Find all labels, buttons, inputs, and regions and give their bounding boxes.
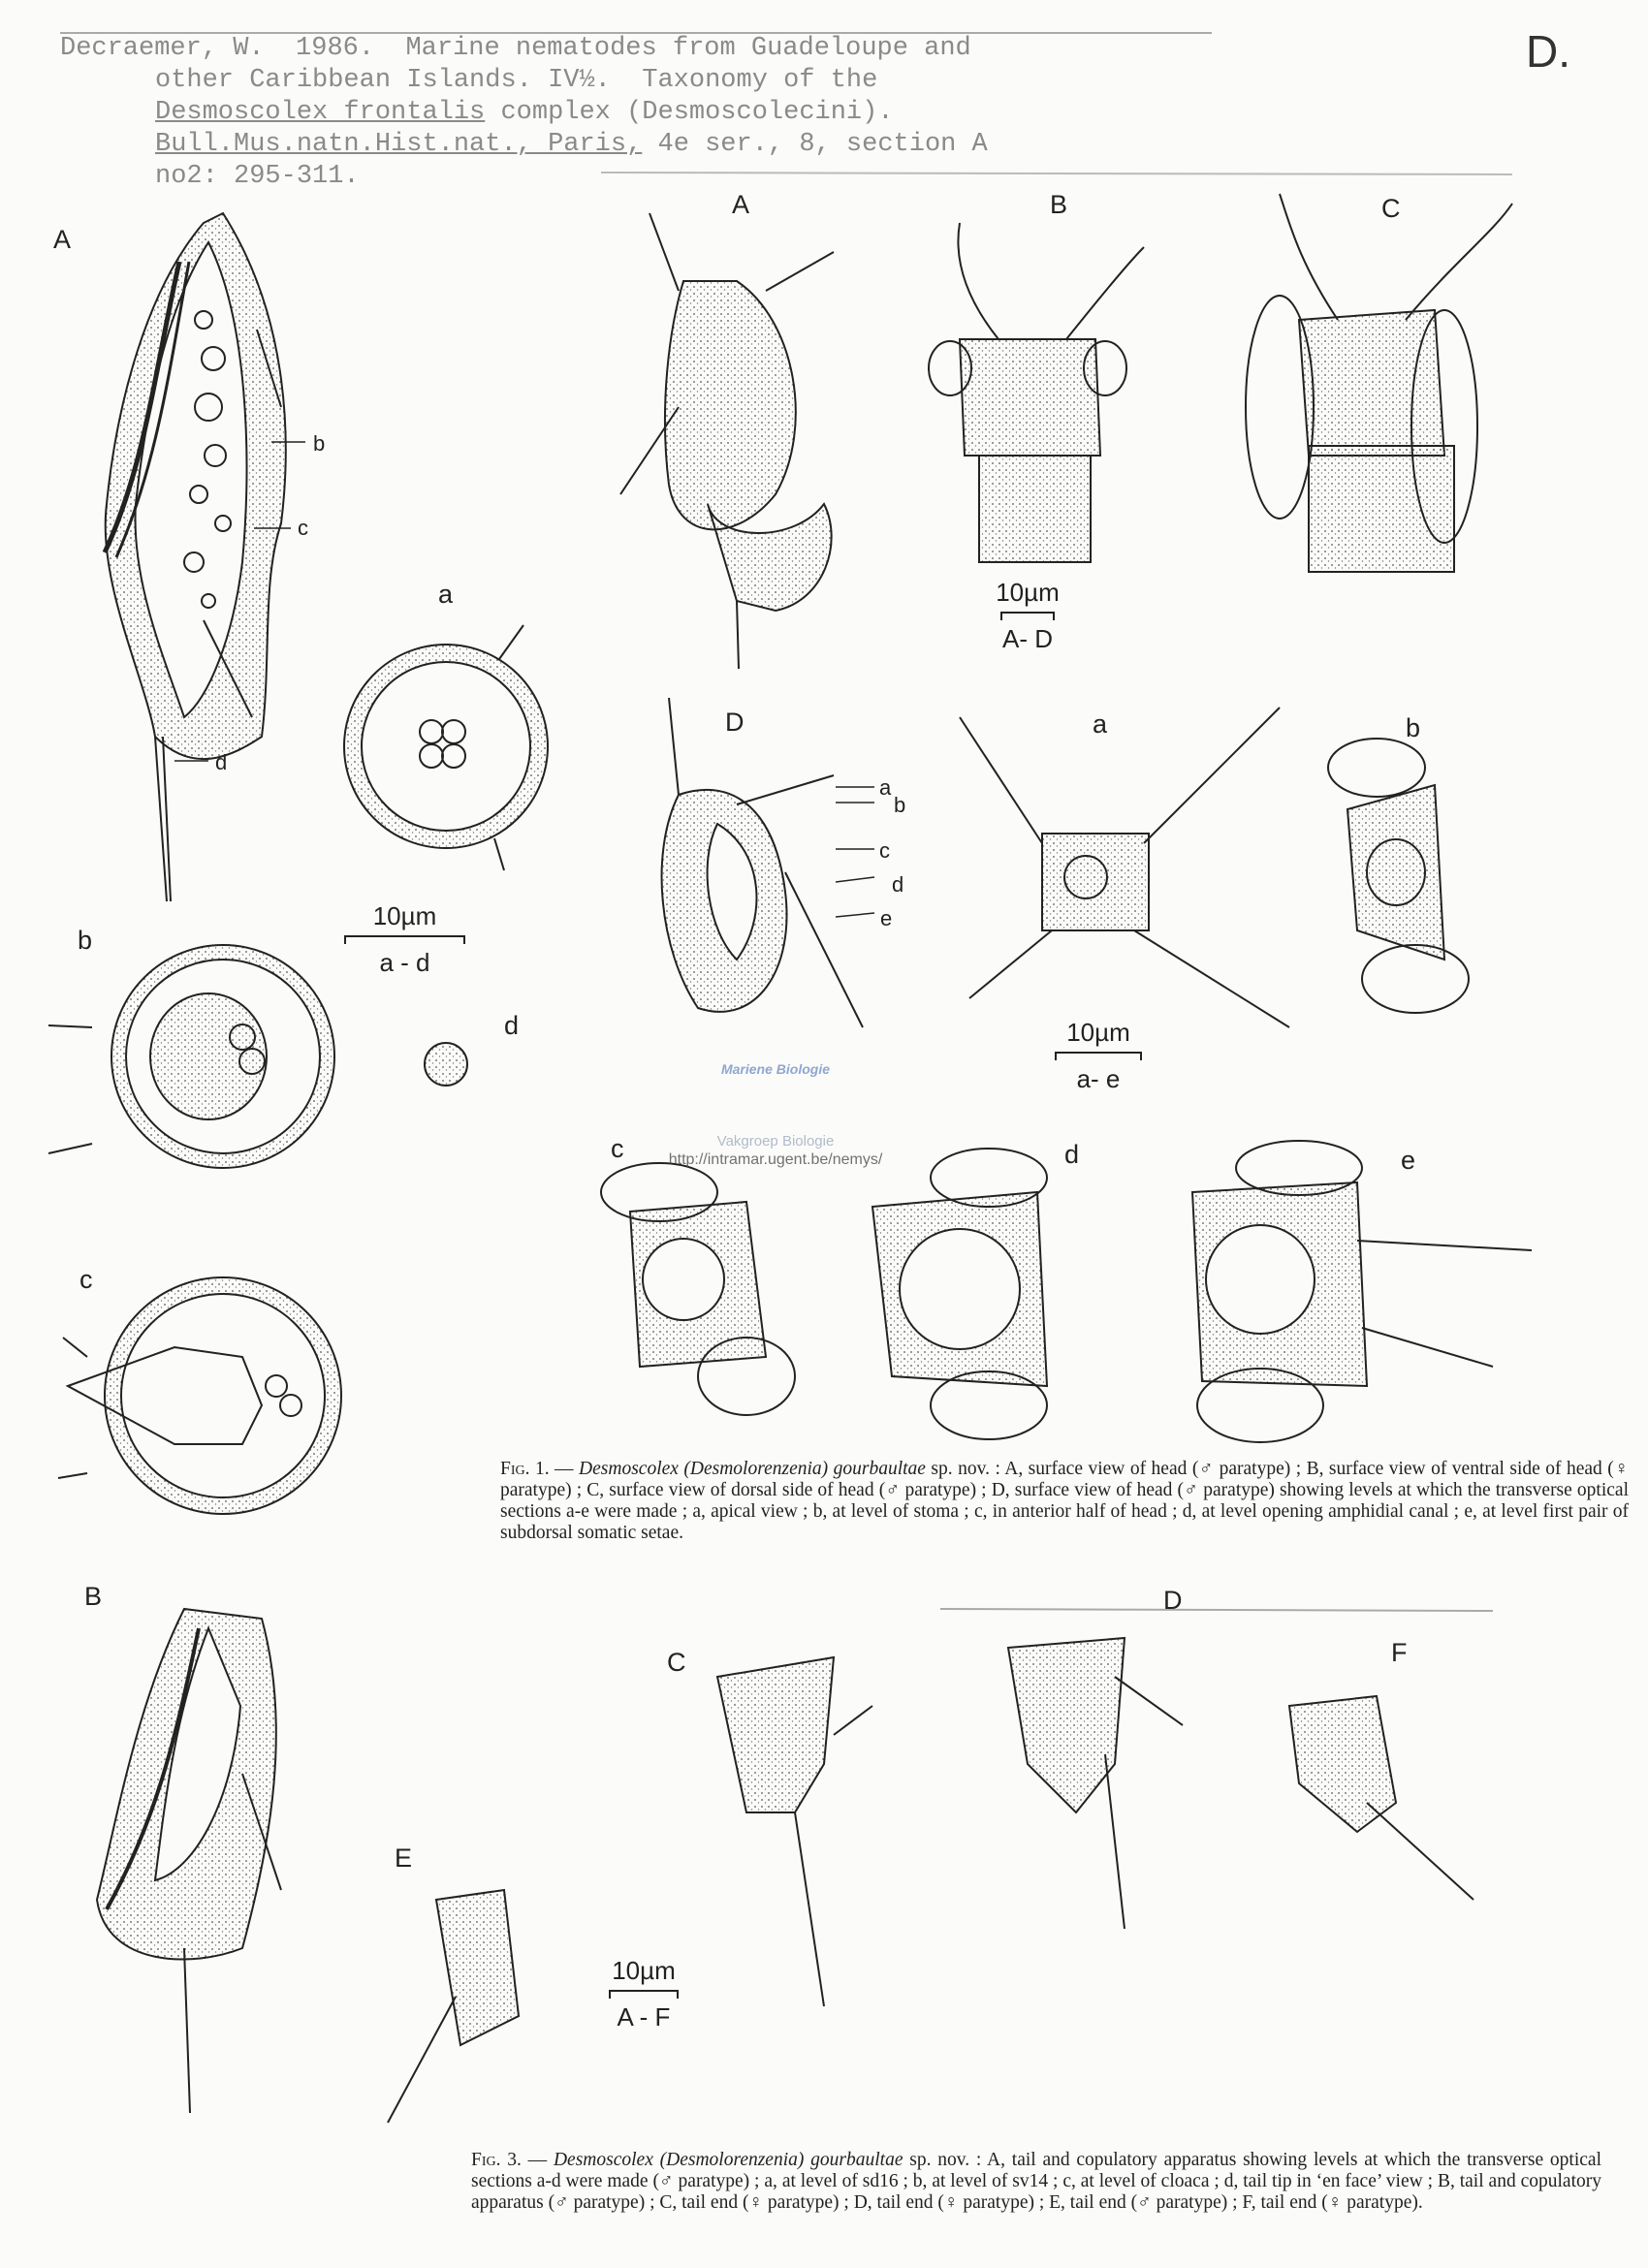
fig1-section-c (601, 1163, 795, 1415)
fig3-label-c-main: C (667, 1648, 686, 1677)
fig1-label-b-main: B (1050, 190, 1068, 219)
citation-line-2: other Caribbean Islands. IV½. Taxonomy of the (155, 66, 878, 95)
citation-complex: complex (Desmoscolecini). (485, 98, 894, 127)
fig3-label-b: b (78, 926, 93, 955)
fig1-caption (500, 1459, 1629, 1544)
fig3-level-c: c (298, 516, 308, 540)
caption-text: sp. nov. : A, surface view of head (♂ paratype) ; B, surface view of ventral side of head (♀ paratype) ; C, surface view of dorsal side of head (♂ paratype) ; D, surface view of head (♂ paratype) showing levels at which the transverse optical sections a-e were made ; a, apical view ; b, at level of stoma ; c, in anterior half of head ; d, at level opening amphidial canal ; e, at level first pair of subdorsal somatic setae. (500, 1459, 1629, 1543)
scale-bar (344, 935, 465, 944)
fig3-label-a-main: A (53, 225, 72, 254)
fig3-level-b: b (313, 431, 326, 456)
fig3-f-drawing (1289, 1696, 1474, 1900)
fig3-b-drawing (97, 1609, 281, 2113)
watermark-url: http://intramar.ugent.be/nemys/ (668, 1151, 883, 1168)
fig3-c-drawing (717, 1657, 872, 2006)
fig1-label-d: d (1064, 1140, 1080, 1169)
caption-species: Desmoscolex (Desmolorenzenia) gourbaultae (553, 2150, 903, 2170)
caption-text: sp. nov. : A, tail and copulatory apparatus showing levels at which the transverse optical sections a-d were made (♂ paratype) ; a, at level of sd16 ; b, at level of sv14 ; c, at level of cloaca ; d, tail tip in ‘en face’ view ; B, tail and copulatory apparatus (♂ paratype) ; C, tail end (♀ paratype) ; D, tail end (♀ paratype) ; E, tail end (♂ paratype) ; F, tail end (♀ paratype). (471, 2150, 1601, 2213)
fig3-caption (471, 2150, 1601, 2214)
fig1-level-e: e (880, 906, 893, 930)
fig3-level-d: d (215, 750, 228, 774)
citation-journal: Bull.Mus.natn.Hist.nat., Paris, (155, 130, 643, 159)
fig3-e-drawing (388, 1890, 519, 2123)
fig3-label-f-main: F (1391, 1638, 1408, 1667)
caption-label: Fig. 3. — (471, 2150, 548, 2170)
fig3-label-e-main: E (395, 1843, 413, 1873)
scale-value: 10µm (612, 1956, 676, 1985)
fig3-scale-af (595, 1956, 692, 2032)
citation-line-1: Decraemer, W. 1986. Marine nematodes from Guadeloupe and (60, 34, 971, 63)
fig1-level-d: d (892, 872, 904, 897)
fig1-a-drawing (620, 213, 834, 669)
fig3-section-b (48, 945, 334, 1168)
fig1-label-c-main: C (1381, 194, 1401, 223)
fig1-b-drawing (929, 223, 1144, 562)
fig3-scale-ad (344, 901, 465, 978)
scale-value: 10µm (1066, 1018, 1130, 1047)
scale-range: A- D (1002, 624, 1053, 653)
fig3-section-c (58, 1277, 341, 1514)
scale-range: a - d (379, 948, 430, 977)
fig3-label-c: c (79, 1265, 93, 1294)
scale-bar (609, 1990, 679, 1999)
fig1-d-drawing (662, 698, 874, 1027)
fig3-label-a: a (438, 580, 454, 609)
fig1-level-a: a (879, 775, 892, 800)
scale-value: 10µm (996, 578, 1060, 607)
fig1-scale-ae (1040, 1018, 1157, 1094)
scale-bar (1055, 1052, 1142, 1060)
fig3-d-drawing (1008, 1638, 1183, 1929)
citation-taxon: Desmoscolex frontalis (155, 98, 486, 127)
fig3-label-d: d (504, 1011, 520, 1040)
caption-label: Fig. 1. — (500, 1459, 574, 1479)
fig3-section-d (425, 1043, 467, 1086)
fig1-section-e (1192, 1141, 1532, 1442)
citation-series: 4e ser., 8, section A (642, 130, 988, 159)
fig3-section-a (344, 625, 548, 870)
fig1-section-d (872, 1149, 1047, 1439)
fig1-c-drawing (1246, 194, 1512, 572)
scale-value: 10µm (372, 901, 437, 930)
fig3-a-drawing (105, 213, 305, 901)
citation-line-5: no2: 295-311. (155, 162, 360, 191)
fig1-level-c: c (879, 838, 890, 863)
fig1-label-c: c (611, 1134, 624, 1163)
fig1-section-b (1328, 739, 1469, 1013)
fig1-label-a: a (1093, 709, 1108, 739)
fig3-label-d-main: D (1163, 1586, 1183, 1615)
fig1-scale-ad (979, 578, 1076, 654)
watermark-line-1: Mariene Biologie (720, 1061, 831, 1077)
fig1-label-d-main: D (725, 708, 745, 737)
corner-tag: D. (1526, 26, 1570, 77)
scale-range: A - F (617, 2002, 671, 2032)
fig1-section-a (960, 708, 1289, 1027)
scale-range: a- e (1076, 1064, 1121, 1093)
fig1-label-a-main: A (732, 190, 750, 219)
watermark-line-2: Vakgroep Biologie (716, 1133, 835, 1150)
scale-bar (1000, 612, 1055, 620)
fig1-label-b: b (1406, 713, 1421, 742)
fig3-label-b-main: B (84, 1582, 103, 1611)
fig1-label-e: e (1401, 1146, 1416, 1175)
watermark (659, 1061, 892, 1169)
caption-species: Desmoscolex (Desmolorenzenia) gourbaultae (579, 1459, 926, 1479)
fig1-level-b: b (894, 793, 906, 817)
